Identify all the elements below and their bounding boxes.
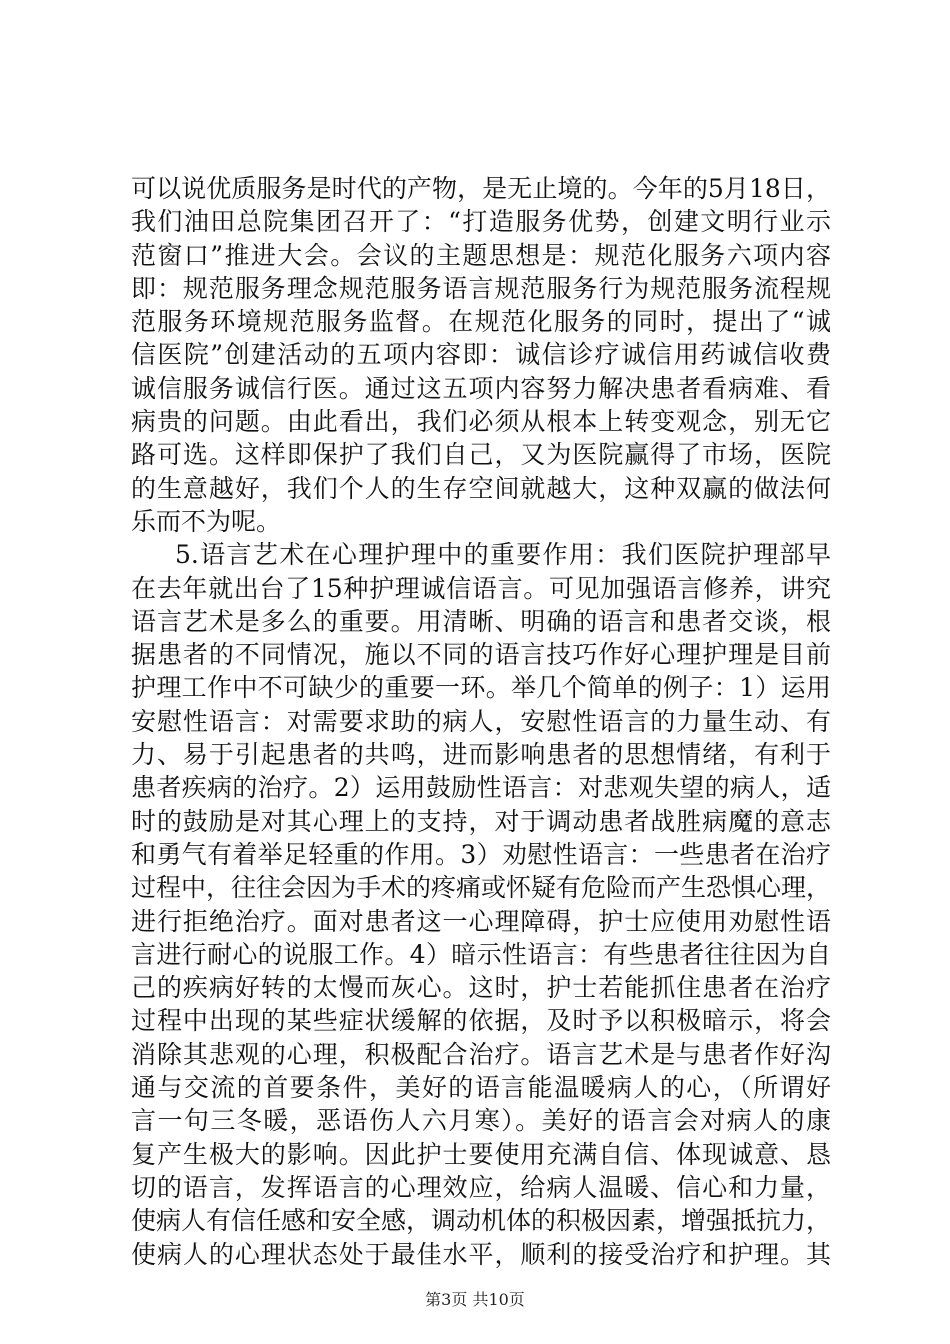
text-line: 使病人的心理状态处于最佳水平，顺利的接受治疗和护理。其 [131, 1239, 831, 1269]
page-number-footer: 第3页 共10页 [425, 1290, 525, 1309]
text-line: 时的鼓励是对其心理上的支持，对于调动患者战胜病魔的意志 [131, 806, 831, 836]
text-line: 信医院”创建活动的五项内容即：诚信诊疗诚信用药诚信收费 [131, 340, 831, 370]
text-line: 消除其悲观的心理，积极配合治疗。语言艺术是与患者作好沟 [131, 1039, 831, 1069]
text-line: 即：规范服务理念规范服务语言规范服务行为规范服务流程规 [131, 273, 831, 303]
text-line: 复产生极大的影响。因此护士要使用充满自信、体现诚意、恳 [131, 1139, 831, 1169]
text-line: 语言艺术是多么的重要。用清晰、明确的语言和患者交谈，根 [131, 606, 831, 636]
text-line: 可以说优质服务是时代的产物，是无止境的。今年的5月18日， [131, 174, 831, 203]
text-line: 的生意越好，我们个人的生存空间就越大，这种双赢的做法何 [131, 473, 831, 503]
text-line: 诚信服务诚信行医。通过这五项内容努力解决患者看病难、看 [131, 373, 831, 403]
text-line: 范服务环境规范服务监督。在规范化服务的同时，提出了“诚 [131, 307, 831, 337]
text-line: 力、易于引起患者的共鸣，进而影响患者的思想情绪，有利于 [131, 740, 831, 770]
text-line: 安慰性语言：对需要求助的病人，安慰性语言的力量生动、有 [131, 706, 831, 736]
text-line: 乐而不为呢。 [131, 506, 282, 536]
text-line: 和勇气有着举足轻重的作用。3）劝慰性语言：一些患者在治疗 [131, 839, 831, 869]
text-line: 言进行耐心的说服工作。4）暗示性语言：有些患者往往因为自 [131, 939, 831, 969]
body-text [131, 172, 831, 1271]
text-line: 言一句三冬暖，恶语伤人六月寒）。美好的语言会对病人的康 [131, 1106, 831, 1136]
text-line: 过程中出现的某些症状缓解的依据，及时予以积极暗示，将会 [131, 1006, 831, 1036]
text-line: 在去年就出台了15种护理诚信语言。可见加强语言修养，讲究 [131, 573, 831, 603]
text-line: 我们油田总院集团召开了：“打造服务优势，创建文明行业示 [131, 207, 831, 237]
text-line: 据患者的不同情况，施以不同的语言技巧作好心理护理是目前 [131, 640, 831, 670]
text-line: 5.语言艺术在心理护理中的重要作用：我们医院护理部早 [175, 540, 831, 570]
text-line: 患者疾病的治疗。2）运用鼓励性语言：对悲观失望的病人，适 [131, 773, 831, 803]
text-line: 进行拒绝治疗。面对患者这一心理障碍，护士应使用劝慰性语 [131, 906, 831, 936]
text-line: 范窗口”推进大会。会议的主题思想是：规范化服务六项内容 [131, 240, 831, 270]
text-line: 病贵的问题。由此看出，我们必须从根本上转变观念，别无它 [131, 407, 831, 437]
text-line: 己的疾病好转的太慢而灰心。这时，护士若能抓住患者在治疗 [131, 973, 831, 1003]
text-line: 护理工作中不可缺少的重要一环。举几个简单的例子：1）运用 [131, 673, 831, 703]
text-line: 切的语言，发挥语言的心理效应，给病人温暖、信心和力量， [131, 1172, 831, 1202]
text-line: 路可选。这样即保护了我们自己，又为医院赢得了市场，医院 [131, 440, 831, 470]
text-line: 过程中，往往会因为手术的疼痛或怀疑有危险而产生恐惧心理， [131, 873, 832, 903]
text-line: 使病人有信任感和安全感，调动机体的积极因素，增强抵抗力， [131, 1206, 832, 1236]
text-line: 通与交流的首要条件，美好的语言能温暖病人的心，（所谓好 [131, 1073, 831, 1103]
